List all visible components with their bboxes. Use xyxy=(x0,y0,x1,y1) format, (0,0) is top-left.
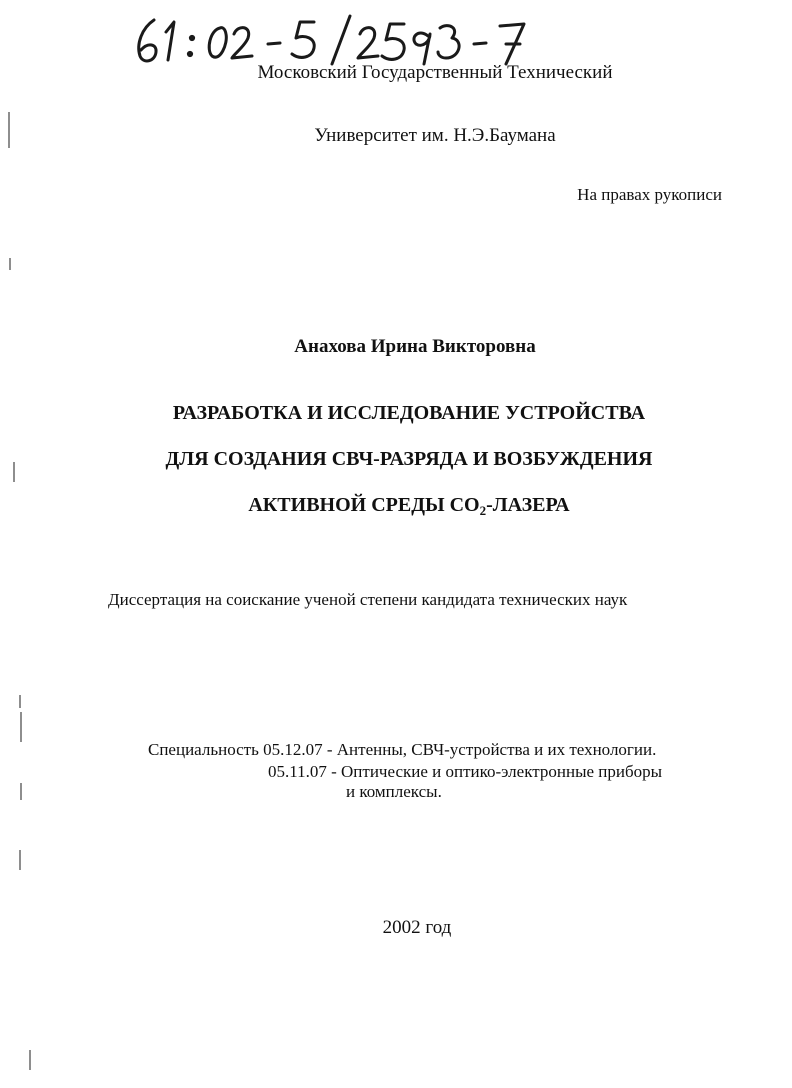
title-line3-before: АКТИВНОЙ СРЕДЫ СО xyxy=(248,494,480,516)
institution-name-line1: Московский Государственный Технический xyxy=(257,62,613,83)
title-line1: РАЗРАБОТКА И ИССЛЕДОВАНИЕ УСТРОЙСТВА xyxy=(172,402,646,424)
title-line3 xyxy=(0,482,792,534)
institution-name-line2: Университет им. Н.Э.Баумана xyxy=(314,125,556,146)
dissertation-degree-note: Диссертация на соискание ученой степени кандидата технических наук xyxy=(108,590,628,609)
author-name: Анахова Ирина Викторовна xyxy=(294,336,536,357)
margin-marks-drawing xyxy=(0,0,40,1083)
rights-note: На правах рукописи xyxy=(577,185,722,204)
specialty-line1: Специальность 05.12.07 - Антенны, СВЧ-устройства и их технологии. xyxy=(148,740,657,759)
handwritten-catalog-code xyxy=(128,14,528,66)
title-line2: ДЛЯ СОЗДАНИЯ СВЧ-РАЗРЯДА И ВОЗБУЖДЕНИЯ xyxy=(165,448,653,470)
handwriting-drawing xyxy=(128,14,528,66)
title-line3-subscript: 2 xyxy=(479,503,487,518)
specialty-line2: 05.11.07 - Оптические и оптико-электронные приборы xyxy=(268,762,663,781)
scan-margin-marks xyxy=(0,0,40,1083)
year: 2002 год xyxy=(382,917,452,938)
title-line3-after: -ЛАЗЕРА xyxy=(486,494,570,516)
dissertation-title xyxy=(0,390,792,534)
specialty-line3: и комплексы. xyxy=(346,782,442,801)
